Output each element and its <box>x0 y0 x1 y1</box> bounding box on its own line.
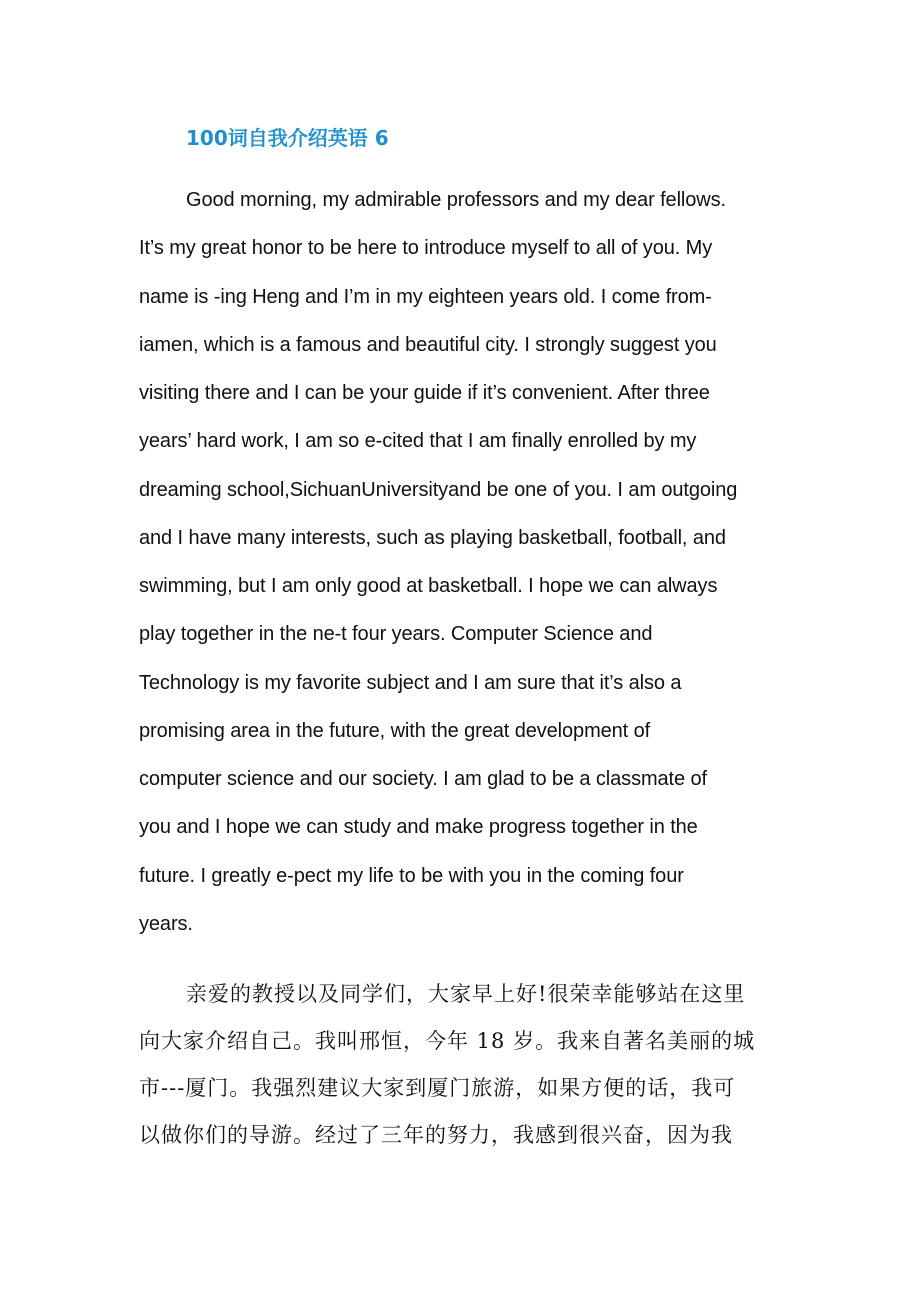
paragraph-line: Good morning, my admirable professors and my dear fellows. <box>186 189 726 211</box>
paragraph-line: visiting there and I can be your guide if it’s convenient. After three <box>139 382 710 404</box>
paragraph-line: 亲爱的教授以及同学们，大家早上好!很荣幸能够站在这里 <box>186 982 746 1006</box>
paragraph-line: dreaming school,SichuanUniversityand be one of you. I am outgoing <box>139 479 738 501</box>
paragraph-line: future. I greatly e-pect my life to be with you in the coming four <box>139 865 684 887</box>
paragraph-line: 市---厦门。我强烈建议大家到厦门旅游，如果方便的话，我可 <box>139 1076 736 1100</box>
paragraph-line: name is -ing Heng and I’m in my eighteen years old. I come from- <box>139 286 712 308</box>
document-title: 100词自我介绍英语 6 <box>186 126 389 150</box>
paragraph-line: years’ hard work, I am so e-cited that I am finally enrolled by my <box>139 430 697 452</box>
paragraph-line: promising area in the future, with the great development of <box>139 720 651 742</box>
paragraph-line: 向大家介绍自己。我叫邢恒，今年 18 岁。我来自著名美丽的城 <box>139 1029 756 1053</box>
paragraph-line: and I have many interests, such as playing basketball, football, and <box>139 527 726 549</box>
paragraph-line: computer science and our society. I am glad to be a classmate of <box>139 768 707 790</box>
paragraph-line: 以做你们的导游。经过了三年的努力，我感到很兴奋，因为我 <box>139 1123 733 1147</box>
paragraph-line: you and I hope we can study and make progress together in the <box>139 816 698 838</box>
paragraph-line: It’s my great honor to be here to introduce myself to all of you. My <box>139 237 713 259</box>
paragraph-line: iamen, which is a famous and beautiful city. I strongly suggest you <box>139 334 717 356</box>
paragraph-line: years. <box>139 913 193 935</box>
paragraph-line: play together in the ne-t four years. Computer Science and <box>139 623 653 645</box>
paragraph-line: Technology is my favorite subject and I am sure that it’s also a <box>139 672 682 694</box>
paragraph-line: swimming, but I am only good at basketball. I hope we can always <box>139 575 718 597</box>
